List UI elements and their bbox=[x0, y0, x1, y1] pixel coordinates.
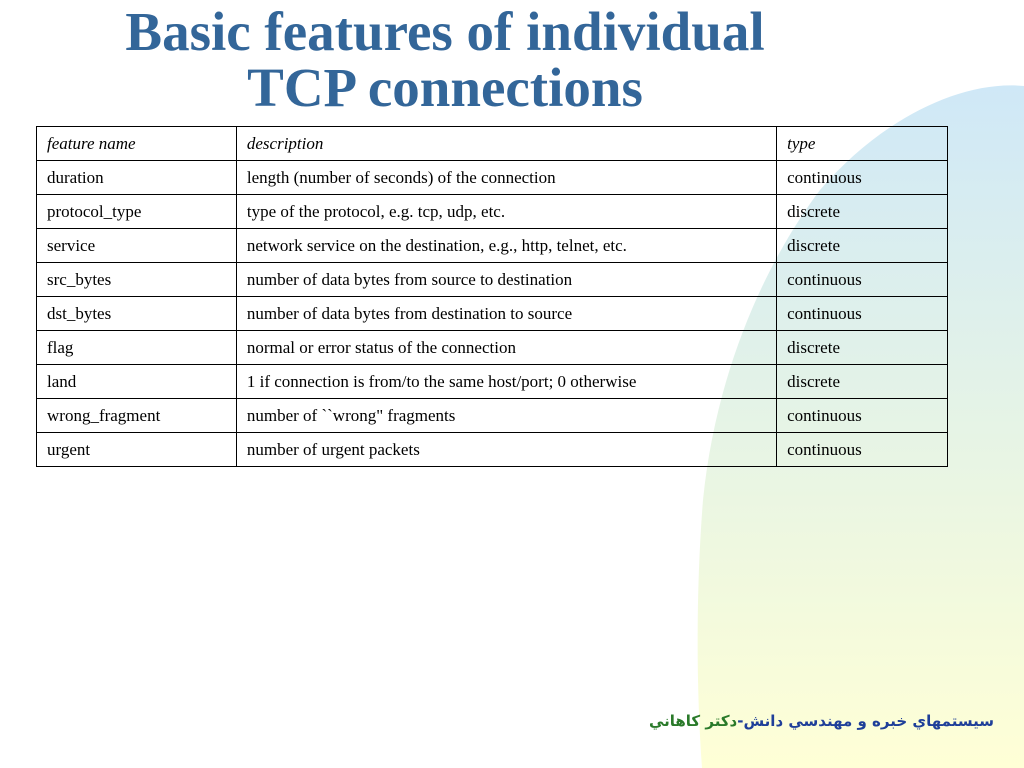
cell-feature-name: flag bbox=[37, 331, 237, 365]
cell-type: continuous bbox=[777, 433, 948, 467]
table-row bbox=[37, 229, 948, 263]
slide-title bbox=[0, 1, 890, 118]
table-row bbox=[37, 433, 948, 467]
header-feature-name: feature name bbox=[37, 127, 237, 161]
cell-feature-name: land bbox=[37, 365, 237, 399]
table-row bbox=[37, 365, 948, 399]
table-row bbox=[37, 195, 948, 229]
table-header-row bbox=[37, 127, 948, 161]
cell-description: number of data bytes from source to destination bbox=[236, 263, 776, 297]
cell-description: number of ``wrong" fragments bbox=[236, 399, 776, 433]
cell-feature-name: service bbox=[37, 229, 237, 263]
header-type: type bbox=[777, 127, 948, 161]
cell-type: continuous bbox=[777, 399, 948, 433]
cell-type: discrete bbox=[777, 365, 948, 399]
footer-author: دكتر كاهاني bbox=[648, 712, 738, 730]
table-row bbox=[37, 161, 948, 195]
table-row bbox=[37, 399, 948, 433]
header-description: description bbox=[236, 127, 776, 161]
table-row bbox=[37, 297, 948, 331]
footer-course-title: سيستمهاي خبره و مهندسي دانش- bbox=[737, 712, 994, 730]
cell-description: 1 if connection is from/to the same host/port; 0 otherwise bbox=[236, 365, 776, 399]
cell-type: discrete bbox=[777, 331, 948, 365]
cell-feature-name: urgent bbox=[37, 433, 237, 467]
cell-feature-name: duration bbox=[37, 161, 237, 195]
cell-feature-name: protocol_type bbox=[37, 195, 237, 229]
footer-course-credit bbox=[649, 712, 994, 730]
cell-type: discrete bbox=[777, 195, 948, 229]
slide-title-line-2: TCP connections bbox=[247, 57, 643, 118]
table-row bbox=[37, 331, 948, 365]
cell-type: continuous bbox=[777, 161, 948, 195]
cell-description: number of urgent packets bbox=[236, 433, 776, 467]
table-row bbox=[37, 263, 948, 297]
cell-description: length (number of seconds) of the connection bbox=[236, 161, 776, 195]
cell-feature-name: wrong_fragment bbox=[37, 399, 237, 433]
cell-feature-name: dst_bytes bbox=[37, 297, 237, 331]
cell-type: continuous bbox=[777, 263, 948, 297]
cell-feature-name: src_bytes bbox=[37, 263, 237, 297]
cell-description: type of the protocol, e.g. tcp, udp, etc. bbox=[236, 195, 776, 229]
cell-description: network service on the destination, e.g., http, telnet, etc. bbox=[236, 229, 776, 263]
cell-description: number of data bytes from destination to source bbox=[236, 297, 776, 331]
cell-type: continuous bbox=[777, 297, 948, 331]
slide-title-line-1: Basic features of individual bbox=[125, 1, 765, 62]
cell-description: normal or error status of the connection bbox=[236, 331, 776, 365]
cell-type: discrete bbox=[777, 229, 948, 263]
features-table bbox=[36, 126, 948, 467]
